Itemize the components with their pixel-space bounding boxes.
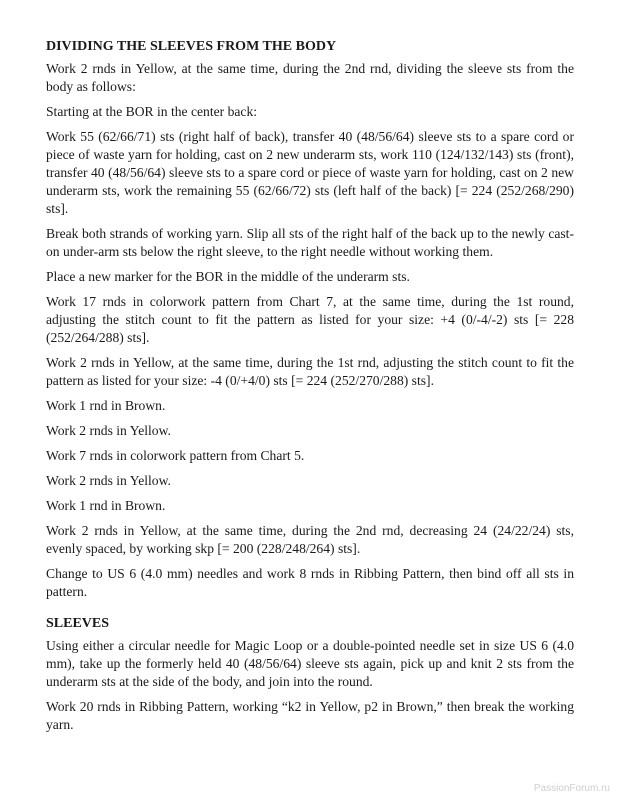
paragraph: Work 2 rnds in Yellow, at the same time, during the 1st rnd, adjusting the stitch count to fit the pattern as listed for your size: -4 (0/+4/0) sts [= 224 (252/270/288) sts]. [46, 355, 574, 388]
paragraph: Work 2 rnds in Yellow, at the same time, during the 2nd rnd, decreasing 24 (24/22/24) sts, evenly spaced, by working skp [= 200 (228/248/264) sts]. [46, 523, 574, 556]
paragraph: Work 17 rnds in colorwork pattern from Chart 7, at the same time, during the 1st round, adjusting the stitch count to fit the pattern as listed for your size: +4 (0/-4/-2) sts [= 228 (252/264/288) sts]. [46, 294, 574, 345]
paragraph: Starting at the BOR in the center back: [46, 104, 258, 119]
watermark: PassionForum.ru [533, 783, 610, 794]
paragraph: Change to US 6 (4.0 mm) needles and work 8 rnds in Ribbing Pattern, then bind off all sts in pattern. [46, 566, 574, 599]
paragraph: Work 1 rnd in Brown. [46, 398, 166, 413]
paragraph: Using either a circular needle for Magic Loop or a double-pointed needle set in size US 6 (4.0 mm), take up the formerly held 40 (48/56/64) sleeve sts again, pick up and knit 2 sts from the underarm sts at the side of the body, and join into the round. [46, 638, 574, 689]
paragraph: Break both strands of working yarn. Slip all sts of the right half of the back up to the newly cast-on under-arm sts below the right sleeve, to the right needle without working them. [46, 226, 574, 259]
paragraph: Work 2 rnds in Yellow, at the same time, during the 2nd rnd, dividing the sleeve sts from the body as follows: [46, 61, 574, 94]
paragraph: Place a new marker for the BOR in the middle of the underarm sts. [46, 269, 410, 284]
document-page [46, 38, 574, 741]
paragraph: Work 55 (62/66/71) sts (right half of back), transfer 40 (48/56/64) sleeve sts to a spare cord or piece of waste yarn for holding, cast on 2 new underarm sts, work 110 (124/132/143) sts (front), transfer 40 (48/56/64) sleeve sts to a spare cord or piece of waste yarn for holding, cast on 2 new underarm sts, work the remaining 55 (62/66/72) sts (left half of the back) [= 224 (252/268/290) sts]. [46, 129, 574, 216]
section-heading-dividing: DIVIDING THE SLEEVES FROM THE BODY [46, 39, 337, 54]
paragraph: Work 20 rnds in Ribbing Pattern, working “k2 in Yellow, p2 in Brown,” then break the working yarn. [46, 699, 574, 732]
paragraph: Work 2 rnds in Yellow. [46, 423, 171, 438]
paragraph: Work 1 rnd in Brown. [46, 498, 166, 513]
paragraph: Work 7 rnds in colorwork pattern from Chart 5. [46, 448, 305, 463]
section-heading-sleeves: SLEEVES [46, 616, 110, 631]
paragraph: Work 2 rnds in Yellow. [46, 473, 171, 488]
